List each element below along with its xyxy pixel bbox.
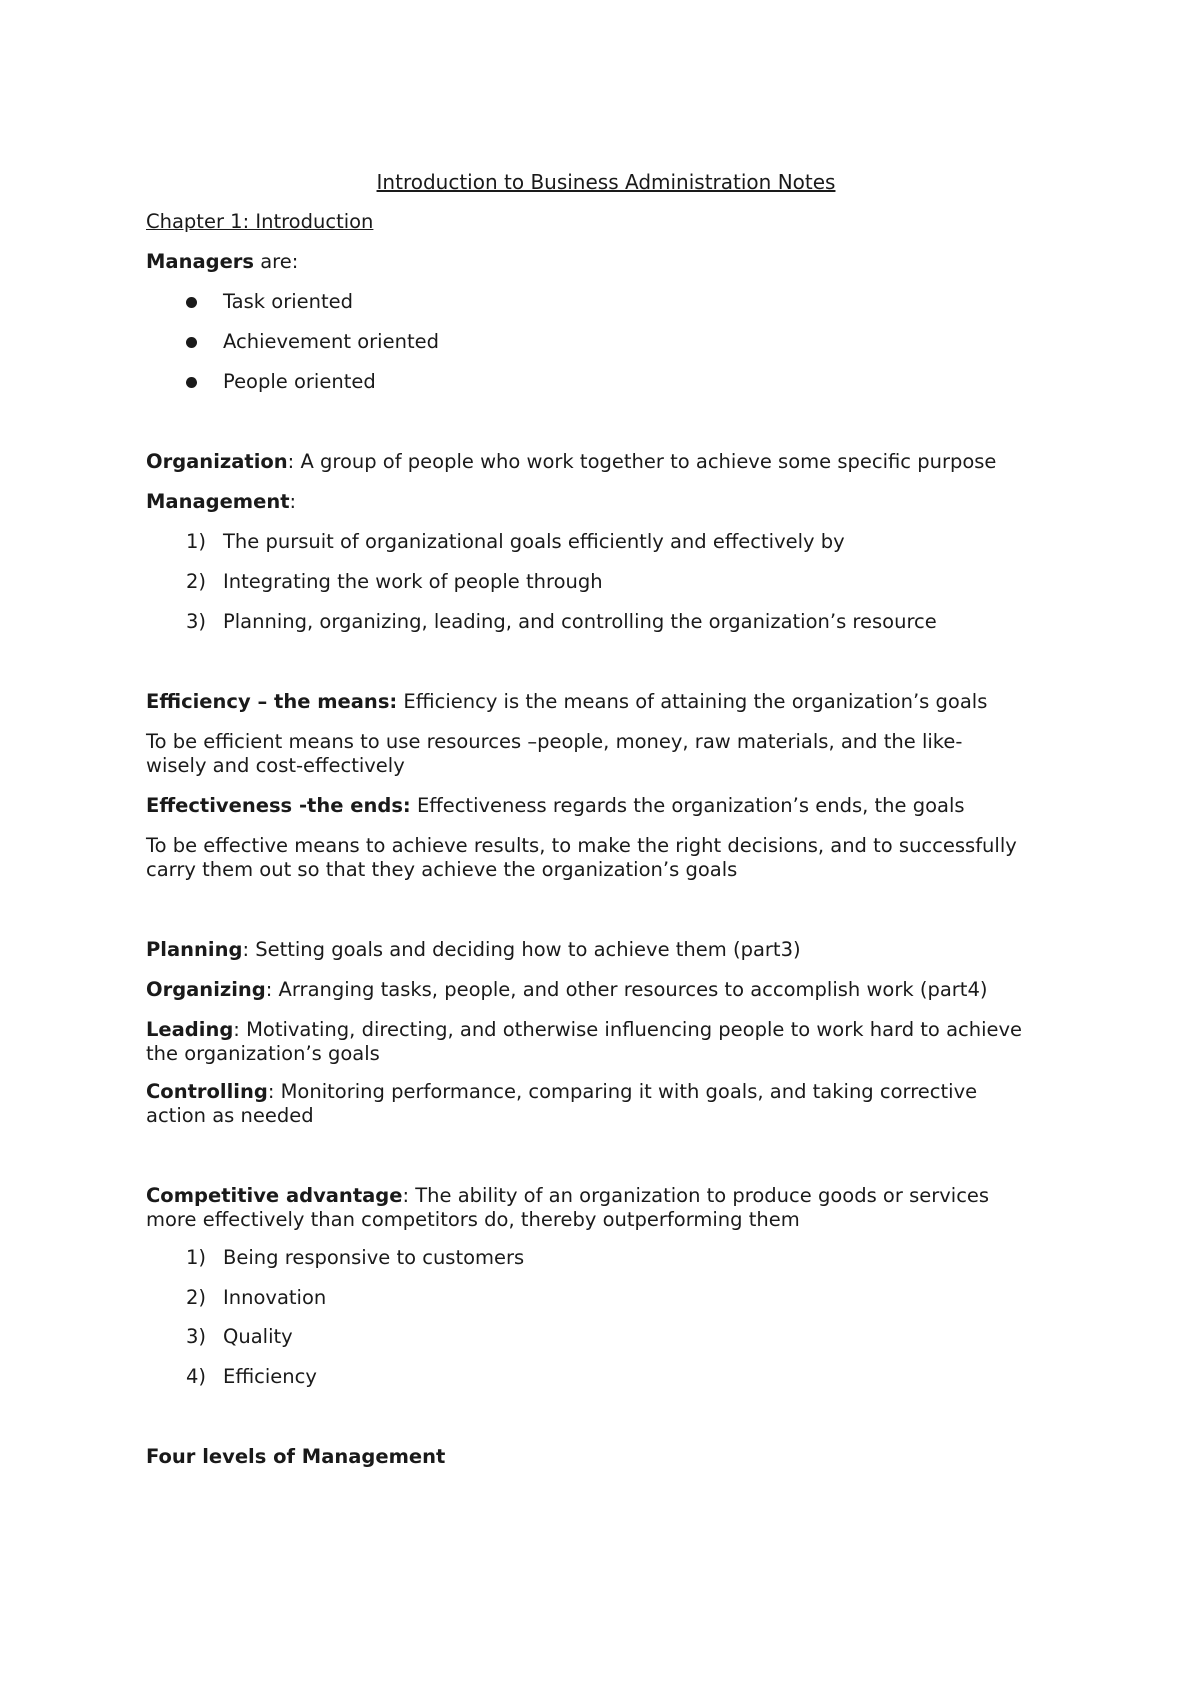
effectiveness-detail-line2: carry them out so that they achieve the organization’s goals [146, 858, 738, 881]
management-rest: : [289, 490, 297, 513]
effectiveness-definition [146, 794, 1066, 818]
organizing-text: : Arranging tasks, people, and other resources to accomplish work (part4) [265, 978, 988, 1001]
item-number: 2) [186, 1286, 207, 1309]
managers-rest: are: [254, 250, 299, 273]
effectiveness-text: Effectiveness regards the organization’s ends, the goals [410, 794, 965, 817]
managers-term: Managers [146, 250, 255, 273]
leading-text: : Motivating, directing, and otherwise influencing people to work hard to achieve [233, 1018, 1023, 1041]
planning-text: : Setting goals and deciding how to achieve them (part3) [242, 938, 801, 961]
item-number: 1) [186, 1246, 207, 1269]
item-text: Quality [223, 1325, 293, 1348]
competitive-term: Competitive advantage [146, 1184, 403, 1207]
efficiency-text: Efficiency is the means of attaining the organization’s goals [397, 690, 988, 713]
organization-text: : A group of people who work together to achieve some specific purpose [287, 450, 997, 473]
effectiveness-term: Effectiveness -the ends: [146, 794, 411, 817]
management-term: Management [146, 490, 290, 513]
leading-line1 [146, 1018, 1066, 1042]
organizing-term: Organizing [146, 978, 266, 1001]
organization-definition [146, 450, 1066, 474]
item-number: 2) [186, 570, 207, 593]
item-text: Efficiency [223, 1365, 317, 1388]
item-text: Being responsive to customers [223, 1246, 525, 1269]
item-number: 4) [186, 1365, 207, 1388]
bullet-text: Achievement oriented [223, 330, 439, 353]
controlling-term: Controlling [146, 1080, 268, 1103]
four-levels-heading: Four levels of Management [146, 1445, 446, 1468]
efficiency-detail-line1: To be efficient means to use resources –people, money, raw materials, and the like- [146, 730, 963, 753]
chapter-heading: Chapter 1: Introduction [146, 210, 374, 233]
managers-line [146, 250, 1066, 274]
competitive-line2: more effectively than competitors do, thereby outperforming them [146, 1208, 800, 1231]
planning-definition [146, 938, 1066, 962]
competitive-text: : The ability of an organization to produce goods or services [402, 1184, 990, 1207]
bullet-text: People oriented [223, 370, 376, 393]
item-text: Planning, organizing, leading, and controlling the organization’s resource [223, 610, 937, 633]
item-text: Integrating the work of people through [223, 570, 603, 593]
efficiency-term: Efficiency – the means: [146, 690, 398, 713]
item-number: 3) [186, 1325, 207, 1348]
leading-term: Leading [146, 1018, 234, 1041]
controlling-line2: action as needed [146, 1104, 314, 1127]
efficiency-detail-line2: wisely and cost-effectively [146, 754, 405, 777]
effectiveness-detail [146, 834, 1066, 882]
bullet-icon [186, 337, 197, 348]
item-number: 1) [186, 530, 207, 553]
bullet-text: Task oriented [223, 290, 354, 313]
controlling-definition [146, 1080, 1066, 1128]
organizing-definition [146, 978, 1066, 1002]
efficiency-detail [146, 730, 1066, 778]
effectiveness-detail-line1: To be effective means to achieve results, to make the right decisions, and to successfully [146, 834, 1017, 857]
controlling-line1 [146, 1080, 1066, 1104]
leading-definition [146, 1018, 1066, 1066]
leading-line2: the organization’s goals [146, 1042, 380, 1065]
bullet-icon [186, 297, 197, 308]
management-heading [146, 490, 1066, 514]
planning-term: Planning [146, 938, 243, 961]
controlling-text: : Monitoring performance, comparing it with goals, and taking corrective [267, 1080, 978, 1103]
item-number: 3) [186, 610, 207, 633]
item-text: Innovation [223, 1286, 327, 1309]
competitive-advantage-definition [146, 1184, 1066, 1232]
organization-term: Organization [146, 450, 288, 473]
document-title: Introduction to Business Administration Notes [376, 170, 836, 194]
bullet-icon [186, 377, 197, 388]
efficiency-definition [146, 690, 1066, 714]
competitive-line1 [146, 1184, 1066, 1208]
item-text: The pursuit of organizational goals efficiently and effectively by [223, 530, 845, 553]
